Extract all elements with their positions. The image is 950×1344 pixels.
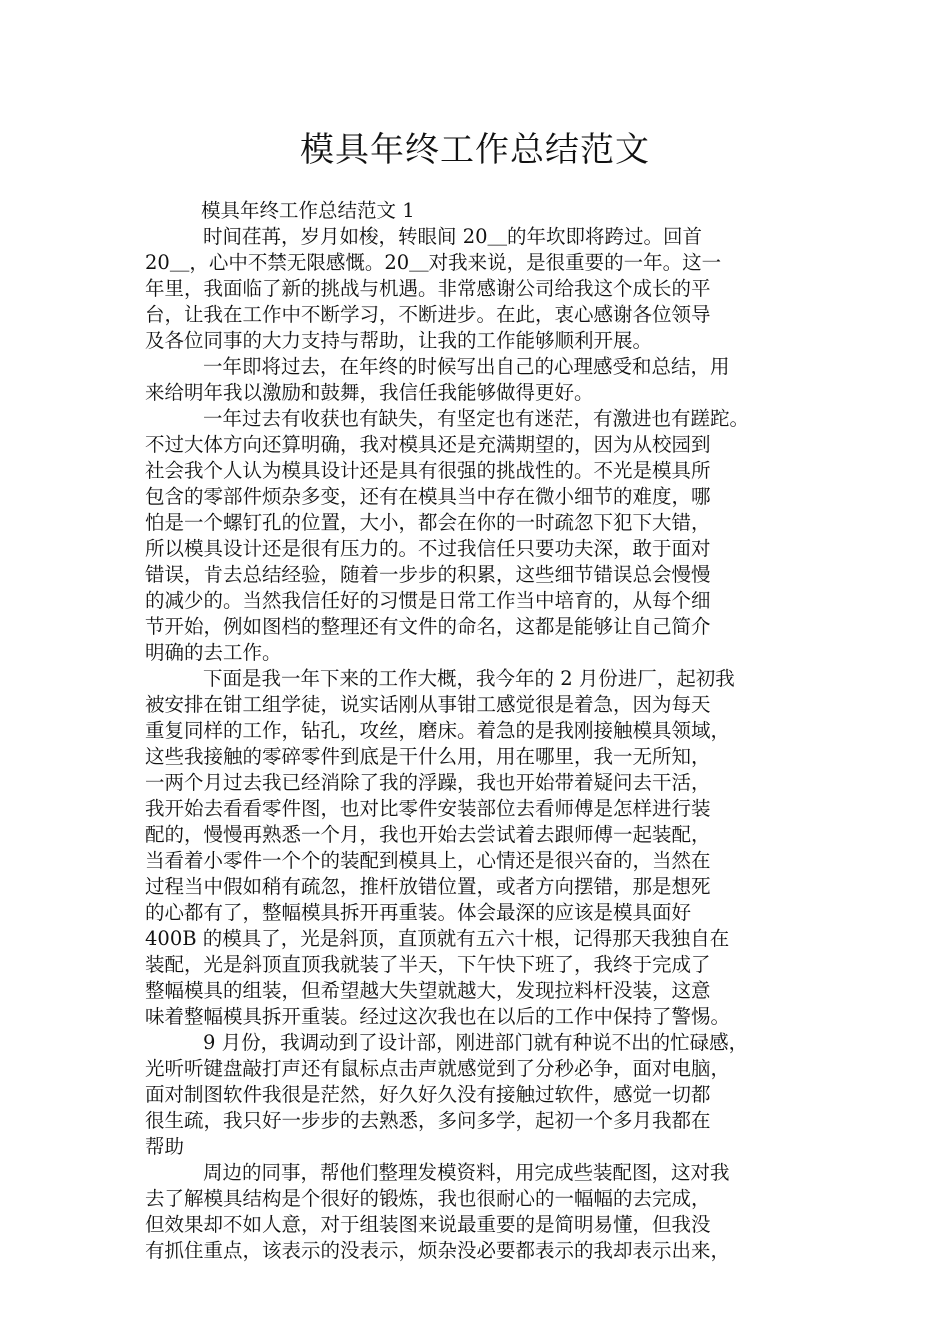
- text-line: 装配，光是斜顶直顶我就装了半天，下午快下班了，我终于完成了: [145, 953, 711, 976]
- text-line: 9 月份，我调动到了设计部，刚进部门就有种说不出的忙碌感，: [203, 1031, 749, 1054]
- text-line: 过程当中假如稍有疏忽，推杆放错位置，或者方向摆错，那是想死: [145, 875, 711, 898]
- text-line: 帮助: [145, 1135, 185, 1158]
- document-title: 模具年终工作总结范文: [300, 130, 650, 170]
- text-line: 错误，肯去总结经验，随着一步步的积累，这些细节错误总会慢慢: [145, 563, 711, 586]
- text-line: 不过大体方向还算明确，我对模具还是充满期望的，因为从校园到: [145, 433, 711, 456]
- text-line: 但效果却不如人意，对于组装图来说最重要的是简明易懂，但我没: [145, 1213, 711, 1236]
- text-line: 20＿，心中不禁无限感慨。20＿对我来说，是很重要的一年。这一: [145, 251, 722, 274]
- text-line: 及各位同事的大力支持与帮助，让我的工作能够顺利开展。: [145, 329, 653, 352]
- text-line: 重复同样的工作，钻孔，攻丝，磨床。着急的是我刚接触模具领域，: [145, 719, 731, 742]
- text-line: 时间荏苒，岁月如梭，转眼间 20＿的年坎即将跨过。回首: [203, 225, 703, 248]
- text-line: 台，让我在工作中不断学习，不断进步。在此，衷心感谢各位领导: [145, 303, 711, 326]
- text-line: 社会我个人认为模具设计还是具有很强的挑战性的。不光是模具所: [145, 459, 711, 482]
- text-line: 400B 的模具了，光是斜顶，直顶就有五六十根，记得那天我独自在: [145, 927, 730, 950]
- text-line: 来给明年我以激励和鼓舞，我信任我能够做得更好。: [145, 381, 594, 404]
- text-line: 明确的去工作。: [145, 641, 282, 664]
- text-line: 所以模具设计还是很有压力的。不过我信任只要功夫深，敢于面对: [145, 537, 711, 560]
- text-line: 面对制图软件我很是茫然，好久好久没有接触过软件，感觉一切都: [145, 1083, 711, 1106]
- text-line: 光听听键盘敲打声还有鼠标点击声就感觉到了分秒必争，面对电脑，: [145, 1057, 731, 1080]
- text-line: 这些我接触的零碎零件到底是干什么用，用在哪里，我一无所知，: [145, 745, 711, 768]
- text-line: 节开始，例如图档的整理还有文件的命名，这都是能够让自己简介: [145, 615, 711, 638]
- text-line: 一年过去有收获也有缺失，有坚定也有迷茫，有激进也有蹉跎。: [203, 407, 750, 430]
- text-line: 配的，慢慢再熟悉一个月，我也开始去尝试着去跟师傅一起装配，: [145, 823, 711, 846]
- document-body: [145, 198, 835, 1264]
- text-line: 周边的同事，帮他们整理发模资料，用完成些装配图，这对我: [203, 1161, 730, 1184]
- text-line: 的心都有了，整幅模具拆开再重装。体会最深的应该是模具面好: [145, 901, 692, 924]
- text-line: 的减少的。当然我信任好的习惯是日常工作当中培育的，从每个细: [145, 589, 711, 612]
- text-line: 被安排在钳工组学徒，说实话刚从事钳工感觉很是着急，因为每天: [145, 693, 711, 716]
- text-line: 有抓住重点，该表示的没表示，烦杂没必要都表示的我却表示出来，: [145, 1239, 731, 1262]
- text-line: 怕是一个螺钉孔的位置，大小，都会在你的一时疏忽下犯下大错，: [145, 511, 711, 534]
- text-line: 整幅模具的组装，但希望越大失望就越大，发现拉料杆没装，这意: [145, 979, 711, 1002]
- text-line: 一两个月过去我已经消除了我的浮躁，我也开始带着疑问去干活，: [145, 771, 711, 794]
- text-line: 当看着小零件一个个的装配到模具上，心情还是很兴奋的，当然在: [145, 849, 711, 872]
- text-line: 包含的零部件烦杂多变，还有在模具当中存在微小细节的难度，哪: [145, 485, 711, 508]
- text-line: 去了解模具结构是个很好的锻炼，我也很耐心的一幅幅的去完成，: [145, 1187, 711, 1210]
- text-line: 一年即将过去，在年终的时候写出自己的心理感受和总结，用: [203, 355, 730, 378]
- text-line: 我开始去看看零件图，也对比零件安装部位去看师傅是怎样进行装: [145, 797, 711, 820]
- text-line: 年里，我面临了新的挑战与机遇。非常感谢公司给我这个成长的平: [145, 277, 711, 300]
- text-line: 很生疏，我只好一步步的去熟悉，多问多学，起初一个多月我都在: [145, 1109, 711, 1132]
- text-line: 下面是我一年下来的工作大概，我今年的 2 月份进厂，起初我: [203, 667, 735, 690]
- text-line: 模具年终工作总结范文 1: [201, 199, 415, 222]
- text-line: 味着整幅模具拆开重装。经过这次我也在以后的工作中保持了警惕。: [145, 1005, 731, 1028]
